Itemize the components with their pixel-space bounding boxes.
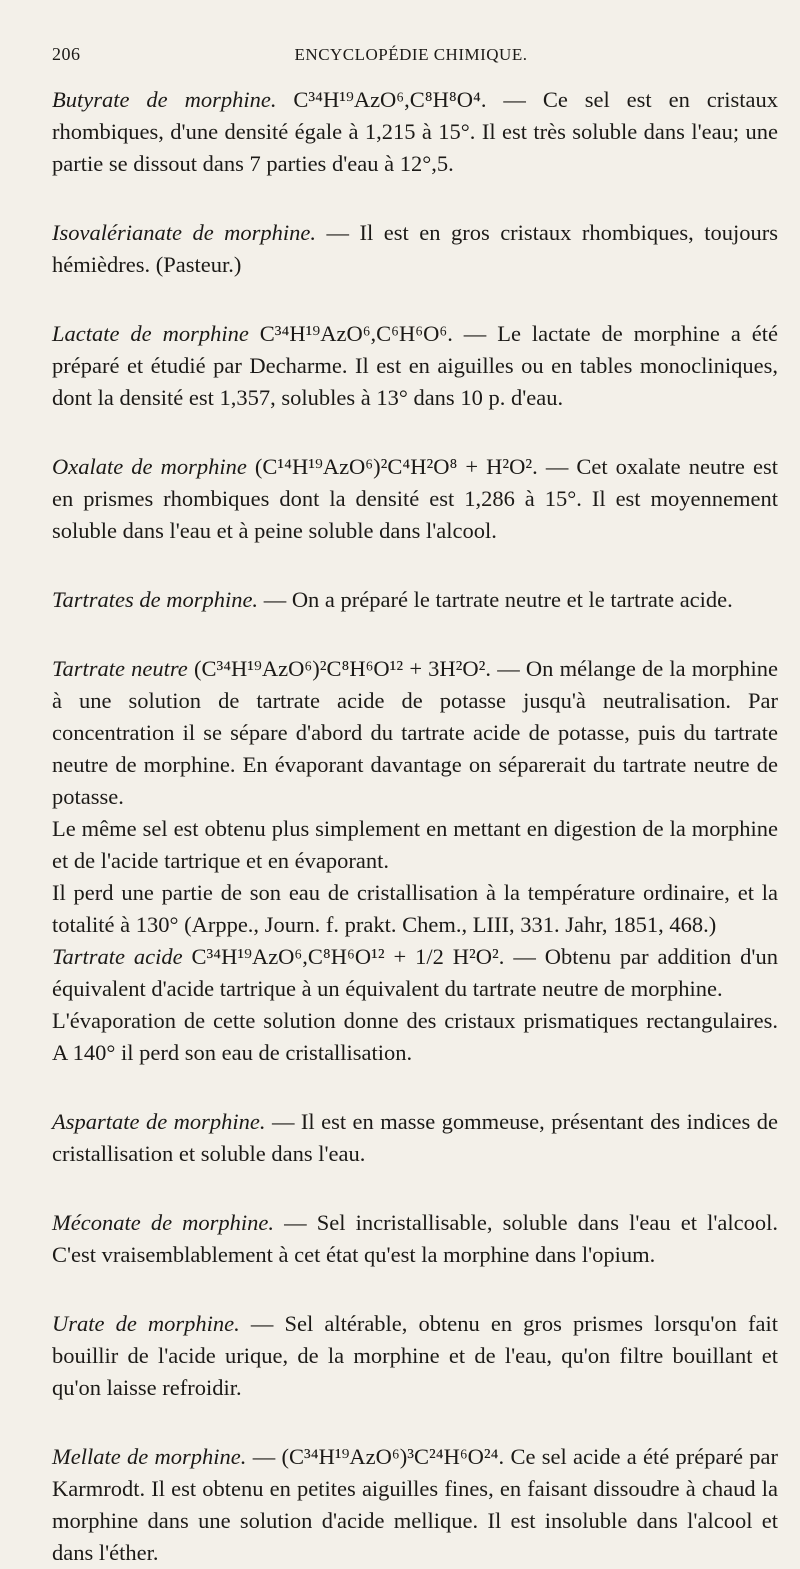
entry-text: — Obtenu par addition d'un équivalent d'acide tartrique à un équivalent du tartrate neutre de morphine.: [52, 944, 778, 1001]
entry-paragraph: [52, 1308, 778, 1404]
entry-paragraph: [52, 653, 778, 813]
entry-text: — Sel altérable, obtenu en gros prismes lorsqu'on fait bouillir de l'acide urique, de la morphine et de l'eau, qu'on filtre bouillant et qu'on laisse refroidir.: [52, 1311, 779, 1400]
entry-text: — Il est en masse gommeuse, présentant des indices de cristallisation et soluble dans l'eau.: [52, 1109, 778, 1166]
entry-formula: (C³⁴H¹⁹AzO⁶)²C⁸H⁶O¹² + 3H²O².: [193, 656, 492, 681]
entries-list: [52, 84, 778, 1569]
entry-text: — On mélange de la morphine à une solution de tartrate acide de potasse jusqu'à neutralisation. Par concentration il se sépare d'abord du tartrate acide de potasse, puis du tartrate neutre de morphine. En évaporant davantage on séparerait du tartrate neutre de potasse.: [52, 656, 779, 809]
entry-formula: C³⁴H¹⁹AzO⁶,C⁶H⁶O⁶.: [259, 321, 453, 346]
entry-paragraph: [52, 217, 778, 281]
entry-text: — Sel incristallisable, soluble dans l'eau et l'alcool. C'est vraisemblablement à cet état qu'est la morphine dans l'opium.: [52, 1210, 778, 1267]
entry-paragraph: [52, 941, 778, 1005]
entry-paragraph: [52, 1207, 778, 1271]
entry-title: Isovalérianate de morphine.: [52, 220, 317, 245]
entry-paragraph: [52, 584, 778, 616]
entry-text: — Ce sel est en cristaux rhombiques, d'une densité égale à 1,215 à 15°. Il est très soluble dans l'eau; une partie se dissout dans 7 parties d'eau à 12°,5.: [52, 87, 778, 176]
entry-text: Il perd une partie de son eau de cristallisation à la température ordinaire, et la totalité à 130° (Arppe., Journ. f. prakt. Chem., LIII, 331. Jahr, 1851, 468.): [52, 880, 778, 937]
entry-paragraph: [52, 84, 778, 180]
page-number: 206: [52, 44, 81, 64]
entry-text: — Cet oxalate neutre est en prismes rhombiques dont la densité est 1,286 à 15°. Il est moyennement soluble dans l'eau et à peine soluble dans l'alcool.: [52, 454, 778, 543]
entry-text: Le même sel est obtenu plus simplement en mettant en digestion de la morphine et de l'acide tartrique et en évaporant.: [52, 816, 778, 873]
entry-paragraph: [52, 1106, 778, 1170]
entry-title: Oxalate de morphine: [52, 454, 247, 479]
entry-title: Tartrate acide: [52, 944, 183, 969]
entry-title: Urate de morphine.: [52, 1311, 240, 1336]
entry-paragraph: [52, 1441, 778, 1569]
entry-text: — On a préparé le tartrate neutre et le tartrate acide.: [263, 587, 733, 612]
entry-title: Butyrate de morphine.: [52, 87, 277, 112]
entry-paragraph: [52, 318, 778, 414]
entry-formula: (C¹⁴H¹⁹AzO⁶)²C⁴H²O⁸ + H²O².: [254, 454, 538, 479]
entry-title: Mellate de morphine.: [52, 1444, 247, 1469]
entry-text: L'évaporation de cette solution donne des cristaux prismatiques rectangulaires. A 140° il perd son eau de cristallisation.: [52, 1008, 778, 1065]
entry-title: Méconate de morphine.: [52, 1210, 275, 1235]
entry-title: Lactate de morphine: [52, 321, 249, 346]
running-title: ENCYCLOPÉDIE CHIMIQUE.: [294, 45, 528, 64]
entry-formula: — (C³⁴H¹⁹AzO⁶)³C²⁴H⁶O²⁴.: [252, 1444, 505, 1469]
entry-paragraph: [52, 1005, 778, 1069]
entry-text: — Il est en gros cristaux rhombiques, toujours hémièdres. (Pasteur.): [52, 220, 779, 277]
entry-text: — Le lactate de morphine a été préparé et étudié par Decharme. Il est en aiguilles ou en tables monocliniques, dont la densité est 1,357, solubles à 13° dans 10 p. d'eau.: [52, 321, 778, 410]
entry-paragraph: [52, 813, 778, 877]
entry-title: Tartrate neutre: [52, 656, 188, 681]
entry-text: Ce sel acide a été préparé par Karmrodt. Il est obtenu en petites aiguilles fines, en faisant dissoudre à chaud la morphine dans une solution d'acide mellique. Il est insoluble dans l'alcool et dans l'éther.: [52, 1444, 779, 1565]
entry-paragraph: [52, 451, 778, 547]
entry-paragraph: [52, 877, 778, 941]
entry-formula: C³⁴H¹⁹AzO⁶,C⁸H⁶O¹² + 1/2 H²O².: [191, 944, 505, 969]
page-header: [52, 44, 778, 84]
entry-title: Tartrates de morphine.: [52, 587, 259, 612]
entry-title: Aspartate de morphine.: [52, 1109, 266, 1134]
entry-formula: C³⁴H¹⁹AzO⁶,C⁸H⁸O⁴.: [293, 87, 487, 112]
